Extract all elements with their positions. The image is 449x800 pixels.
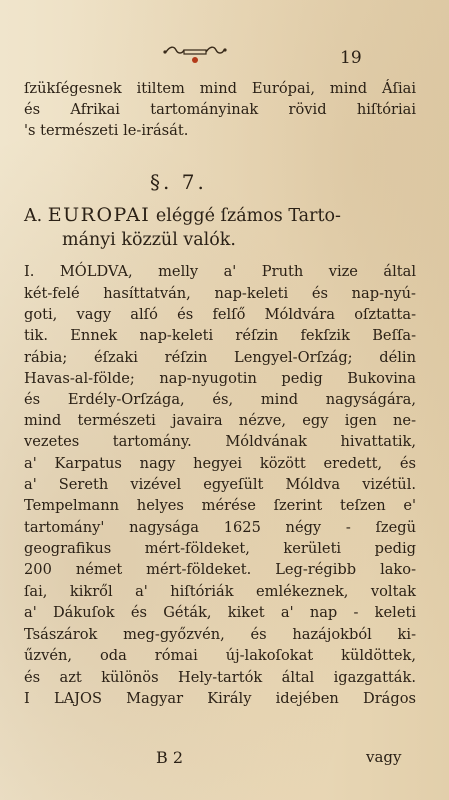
- body-line: és Erdély-Orſzága, és, mind nagyságára,: [24, 391, 416, 408]
- body-line: I. MÓLDVA, melly a' Pruth vize által: [24, 263, 416, 280]
- body-line: vezetes tartomány. Móldvának hivattatik,: [24, 433, 416, 450]
- signature-mark: B 2: [156, 748, 184, 767]
- section-heading-line2: mányi közzül valók.: [62, 230, 236, 250]
- body-line: Havas-al-földe; nap-nyugotin pedig Bukovina: [24, 370, 416, 387]
- body-line: a' Dákuſok és Géták, kiket a' nap - keleti: [24, 604, 416, 621]
- intro-line: és Afrikai tartományinak rövid hiſtóriai: [24, 101, 416, 118]
- body-line: két-felé hasíttatván, nap-keleti és nap-nyú-: [24, 285, 416, 302]
- heading-letter: A.: [24, 206, 43, 226]
- heading-caps: EUROPAI: [47, 204, 151, 226]
- body-line: 200 német mért-földeket. Leg-régibb lako-: [24, 561, 416, 578]
- intro-line: ſzükſégesnek itiltem mind Európai, mind Áſiai: [24, 80, 416, 97]
- body-line: Tempelmann helyes mérése ſzerint teſzen e': [24, 497, 416, 514]
- body-line: geografikus mért-földeket, kerületi pedig: [24, 540, 416, 557]
- section-heading: [24, 204, 416, 226]
- body-line: tartomány' nagysága 1625 négy - ſzegü: [24, 519, 416, 536]
- heading-rest: eléggé ſzámos Tarto-: [155, 206, 341, 226]
- body-line: a' Karpatus nagy hegyei között eredett, és: [24, 455, 416, 472]
- body-line: I LAJOS Magyar Király idejében Drágos: [24, 690, 416, 707]
- body-line: Tsászárok meg-győzvén, és hazájokból ki-: [24, 626, 416, 643]
- body-line: tik. Ennek nap-keleti réſzin fekſzik Beſſa-: [24, 327, 416, 344]
- body-line: ſai, kikről a' hiſtóriák emlékeznek, voltak: [24, 583, 416, 600]
- ornament-icon: [160, 40, 230, 66]
- body-line: űzvén, oda római új-lakoſokat küldöttek,: [24, 647, 416, 664]
- body-line: és azt különös Hely-tartók által igazgatták.: [24, 669, 416, 686]
- body-line: rábia; éſzaki réſzin Lengyel-Orſzág; délin: [24, 349, 416, 366]
- body-line: mind természeti javaira nézve, egy igen ne-: [24, 412, 416, 429]
- body-line: goti, vagy alſó és felſő Móldvára oſztatta-: [24, 306, 416, 323]
- body-line: a' Sereth vizével egyeſült Móldva vizétül.: [24, 476, 416, 493]
- intro-line: 's természeti le-irását.: [24, 122, 189, 139]
- section-mark: §. 7.: [150, 170, 207, 194]
- page-number: 19: [340, 48, 362, 68]
- catchword: vagy: [366, 748, 402, 766]
